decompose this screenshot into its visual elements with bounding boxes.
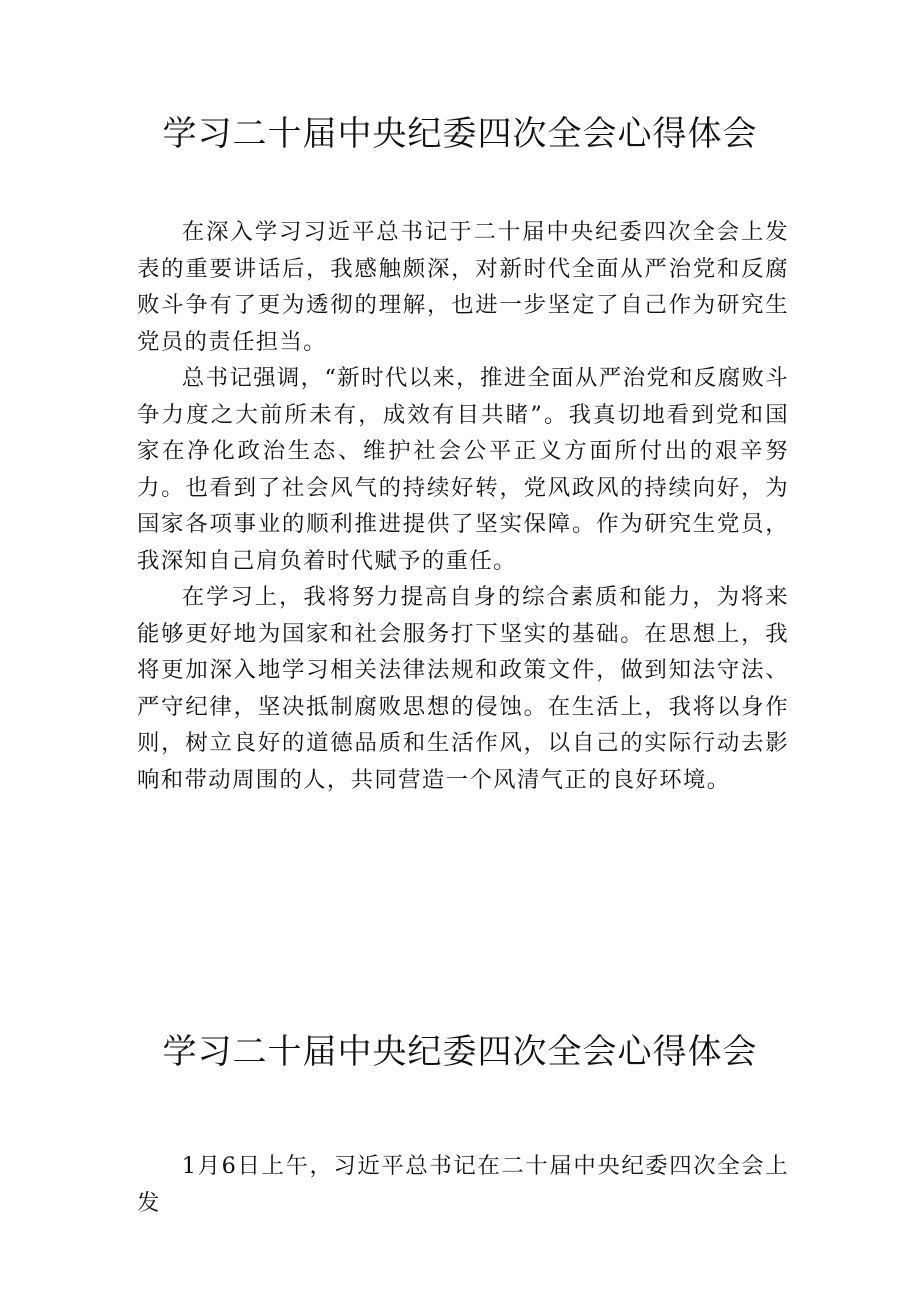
article-title: 学习二十届中央纪委四次全会心得体会 — [162, 114, 758, 154]
paragraph: 总书记强调，“新时代以来，推进全面从严治党和反腐败斗争力度之大前所未有，成效有目共睹”。我真切地看到党和国家在净化政治生态、维护社会公平正义方面所付出的艰辛努力。也看到了社会风气的持续好转，党风政风的持续向好，为国家各项事业的顺利推进提供了坚实保障。作为研究生党员，我深知自己肩负着时代赋予的重任。 — [137, 365, 789, 574]
article-title: 学习二十届中央纪委四次全会心得体会 — [162, 1032, 758, 1072]
article-body — [137, 214, 789, 798]
paragraph: 在学习上，我将努力提高自身的综合素质和能力，为将来能够更好地为国家和社会服务打下坚实的基础。在思想上，我将更加深入地学习相关法律法规和政策文件，做到知法守法、严守纪律，坚决抵制腐败思想的侵蚀。在生活上，我将以身作则，树立良好的道德品质和生活作风，以自己的实际行动去影响和带动周围的人，共同营造一个风清气正的良好环境。 — [137, 584, 789, 793]
paragraph: 在深入学习习近平总书记于二十届中央纪委四次全会上发表的重要讲话后，我感触颇深，对新时代全面从严治党和反腐败斗争有了更为透彻的理解，也进一步坚定了自己作为研究生党员的责任担当。 — [137, 219, 789, 355]
paragraph: 1月6日上午，习近平总书记在二十届中央纪委四次全会上发 — [137, 1153, 789, 1216]
article-body — [137, 1148, 789, 1221]
